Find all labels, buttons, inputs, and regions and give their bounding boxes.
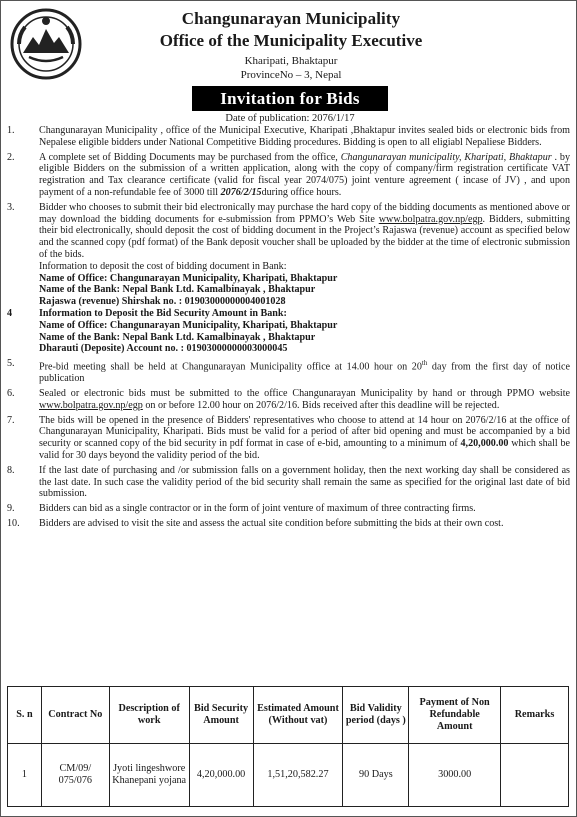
municipality-emblem-icon: [9, 7, 83, 81]
cell-contract: CM/09/ 075/076: [41, 744, 109, 807]
clause-text: If the last date of purchasing and /or submission falls on a government holiday, then the next working day shall be considered as the last date. In such case the validity period of the bid security shall remain the same as specified for the original last date of bid submission.: [39, 464, 570, 500]
letterhead: [111, 9, 471, 82]
cell-bid-security: 4,20,000.00: [189, 744, 253, 807]
table-row: [8, 744, 569, 807]
clause-9: [7, 503, 570, 515]
column-header-estimated: Estimated Amount (Without vat): [253, 687, 343, 744]
cell-estimated: 1,51,20,582.27: [253, 744, 343, 807]
clause-number: 8.: [7, 464, 15, 476]
clause-number: 3.: [7, 201, 15, 213]
clause-6: [7, 388, 570, 412]
bank-name: Name of the Bank: Nepal Bank Ltd. Kamalbinayak , Bhaktapur: [39, 284, 316, 296]
clause-text: day from the first day of notice publication: [39, 361, 570, 385]
clause-number: 1.: [7, 125, 15, 136]
cell-validity: 90 Days: [343, 744, 409, 807]
table-header-row: [8, 687, 569, 744]
clause-text: Information to deposit the cost of bidding document in Bank:: [39, 260, 287, 272]
bid-security-heading: Information to Deposit the Bid Security Amount in Bank:: [39, 307, 287, 319]
clause-number: 4: [7, 307, 13, 319]
publication-date: Date of publication: 2076/1/17: [225, 113, 355, 124]
revenue-account: Rajaswa (revenue) Shirshak no. : 01903000000004001028: [39, 296, 286, 308]
clause-number: 9.: [7, 503, 15, 515]
address-line-1: Kharipati, Bhaktapur: [244, 55, 338, 67]
clause-4: [7, 308, 570, 355]
cell-remarks: [501, 744, 569, 807]
deposit-account: Dharauti (Deposite) Account no. : 01903000000003000045: [39, 343, 288, 355]
clause-number: 2.: [7, 151, 15, 163]
cell-payment: 3000.00: [409, 744, 501, 807]
clause-text: The bids will be opened in the presence of Bidders' representatives who choose to attend at 14 hour on 2076/2/16 at the office of Changunarayan Municipality, Kharipati. Bids must be valid for a period of after bid opening and must be accompanied by a bid security or scanned copy of the bid security in pdf format in case of e-bid, amounting to a minimum of: [39, 414, 570, 450]
notice-clauses: [7, 125, 570, 530]
clause-7: [7, 415, 570, 462]
notice-banner-text: Invitation for Bids: [220, 89, 360, 108]
clause-number: 5.: [7, 358, 15, 370]
column-header-bid-security: Bid Security Amount: [189, 687, 253, 744]
bid-security-amount: 4,20,000.00: [460, 438, 509, 450]
clause-2: [7, 152, 570, 199]
column-header-sn: S. n: [8, 687, 42, 744]
notice-banner: [192, 86, 388, 111]
clause-number: 7.: [7, 414, 15, 426]
bid-table: [7, 686, 569, 807]
cell-description: Jyoti lingeshwore Khanepani yojana: [109, 744, 189, 807]
column-header-payment: Payment of Non Refundable Amount: [409, 687, 501, 744]
ppmo-link[interactable]: www.bolpatra.gov.np/egp: [378, 213, 483, 225]
clause-text: Bidder who chooses to submit their bid electronically may purchase the hard copy of the bidding documents as mentioned above or may download the bidding documents for e-submission from PPMO’s Web Site: [39, 201, 570, 225]
ordinal-suffix: th: [421, 359, 428, 368]
ppmo-link[interactable]: www.bolpatra.gov.np/egp: [39, 399, 143, 411]
clause-text: Sealed or electronic bids must be submitted to the office Changunarayan Municipality by hand or through PPMO website: [39, 388, 570, 400]
clause-10: [7, 518, 570, 530]
clause-text: during office hours.: [261, 186, 342, 198]
office-name: Name of Office: Changunarayan Municipality, Kharipati, Bhaktapur: [39, 319, 338, 331]
clause-5: [7, 358, 570, 385]
clause-number: 10.: [7, 518, 20, 530]
clause-text: Bidders are advised to visit the site and assess the actual site condition before submitting the bids at their own cost.: [39, 518, 504, 530]
column-header-description: Description of work: [109, 687, 189, 744]
office-subtitle: Office of the Municipality Executive: [159, 31, 423, 50]
address-line-2: ProvinceNo – 3, Nepal: [240, 69, 342, 81]
column-header-remarks: Remarks: [501, 687, 569, 744]
clause-text: Changunarayan Municipality , office of the Municipal Executive, Kharipati ,Bhaktapur invites sealed bids or electronic bids from Nepalese eligible bidders under National Competitive Bidding procedures. Bidding is open to all eligiabl Nepaliese Bidders.: [39, 125, 570, 148]
clause-text: on or before 12.00 hour on 2076/2/16. Bids received after this deadline will be rejected.: [142, 399, 500, 411]
bank-name: Name of the Bank: Nepal Bank Ltd. Kamalbinayak , Bhaktapur: [39, 331, 316, 343]
clause-text: Pre-bid meeting shall be held at Changunarayan Municipality office at 14.00 hour on 20: [39, 361, 422, 373]
clause-number: 6.: [7, 388, 15, 400]
clause-text: which shall be valid for 30 days beyond the validity period of the bid.: [39, 438, 570, 462]
column-header-contract: Contract No: [41, 687, 109, 744]
office-name: Name of Office: Changunarayan Municipality, Kharipati, Bhaktapur: [39, 272, 338, 284]
column-header-validity: Bid Validity period (days ): [343, 687, 409, 744]
clause-office-italic: Changunarayan municipality, Kharipati, Bhaktapur: [340, 151, 552, 163]
clause-text: Bidders can bid as a single contractor or in the form of joint venture of maximum of three contracting firms.: [39, 503, 476, 515]
clause-text: A complete set of Bidding Documents may be purchased from the office,: [39, 151, 341, 163]
clause-3: [7, 202, 570, 308]
cell-sn: 1: [8, 744, 42, 807]
clause-text: . by eligible Bidders on the submission of a written application, along with the copy of company/firm registration certificate VAT registration and Tax clearance certificate (valid for fiscal year 2074/075) joint venture agreement ( incase of JV) , and upon payment of a non-refundable fee of 3000 till: [39, 151, 570, 198]
clause-8: [7, 465, 570, 500]
municipality-title: Changunarayan Municipality: [181, 9, 401, 28]
clause-text: . Bidders, submitting their bid electronically, should deposit the cost of bidding document in the Project’s Rajaswa (revenue) account as specified below and the scanned copy (pdf format) of the Bank deposit voucher shall be uploaded by the bidder at the time of electronic submission of the bids.: [39, 213, 570, 260]
clause-deadline: 2076/2/15: [220, 186, 262, 198]
clause-1: [7, 125, 570, 149]
